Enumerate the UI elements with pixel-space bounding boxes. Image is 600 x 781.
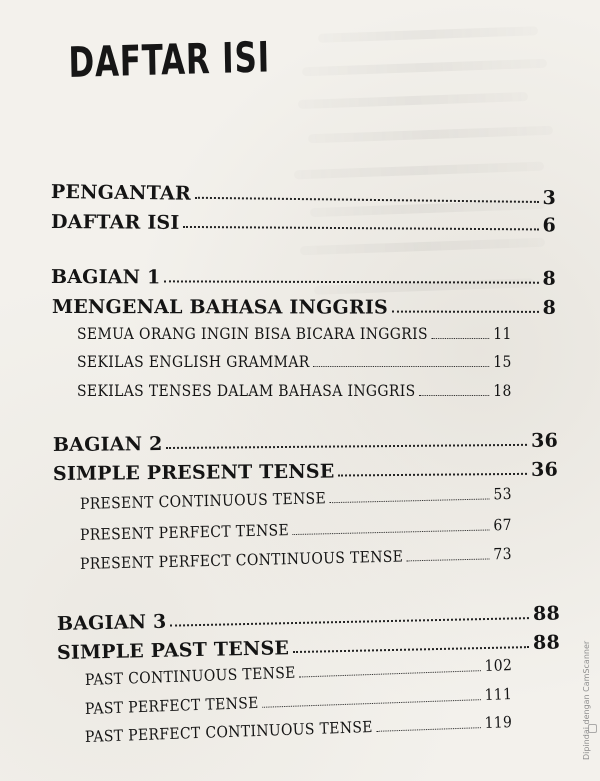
toc-leader-dots [330,498,490,503]
toc-entry-page: 119 [484,713,513,733]
toc-leader-dots [195,197,539,203]
toc-leader-dots [407,558,490,561]
toc-entry-present-perfect-continuous-tense [79,544,513,573]
toc-leader-dots [262,699,481,708]
toc-entry-sekilas-tenses-dalam-bahasa-inggris [77,384,512,400]
page-bleedthrough [290,18,560,338]
toc-entry-page: 67 [493,515,513,535]
toc-entry-title: BAGIAN 3 [56,610,167,635]
toc-entry-page: 88 [532,631,561,655]
toc-entry-title: PAST PERFECT TENSE [84,693,259,718]
toc-entry-title: SIMPLE PAST TENSE [56,637,290,664]
scanner-watermark: Dipindai dengan CamScanner [582,640,591,760]
toc-entry-title: SEMUA ORANG INGIN BISA BICARA INGGRIS [77,325,428,343]
toc-entry-pengantar [51,183,556,208]
toc-leader-dots [293,646,529,653]
toc-entry-page: 11 [493,325,512,343]
toc-entry-page: 15 [493,353,512,371]
toc-entry-page: 88 [532,602,561,626]
toc-entry-page: 111 [484,685,513,705]
toc-entry-page: 73 [493,544,513,564]
toc-leader-dots [432,338,490,339]
toc-entry-mengenal-bahasa-inggris [52,298,556,318]
toc-entry-semua-orang-ingin-bisa-bicara-inggris [77,327,512,343]
toc-entry-title: DAFTAR ISI [50,211,180,234]
toc-entry-sekilas-english-grammar [77,355,512,371]
toc-entry-past-perfect-tense [85,687,513,717]
toc-entry-simple-present-tense [52,458,559,485]
toc-leader-dots [313,366,489,367]
toc-entry-page: 53 [493,484,513,504]
toc-entry-title: BAGIAN 1 [50,266,161,289]
toc-entry-page: 3 [542,187,557,210]
toc-entry-past-continuous-tense [85,658,513,688]
toc-entry-bagian-2 [52,429,559,456]
toc-entry-page: 18 [493,382,512,400]
toc-entry-page: 8 [542,267,557,290]
toc-leader-dots [419,395,489,396]
toc-leader-dots [293,529,490,535]
toc-entry-title: PRESENT PERFECT CONTINUOUS TENSE [79,547,404,573]
toc-entry-title: PENGANTAR [50,181,192,205]
toc-entry-past-perfect-continuous-tense [85,715,513,745]
toc-entry-page: 36 [531,458,559,481]
toc-entry-page: 6 [542,214,557,237]
toc-entry-title: PAST PERFECT CONTINUOUS TENSE [84,717,374,746]
toc-entry-bagian-3 [57,604,560,634]
toc-leader-dots [170,617,529,627]
toc-entry-present-continuous-tense [79,484,513,513]
toc-entry-title: PRESENT PERFECT TENSE [79,521,290,544]
toc-entry-page: 8 [542,296,557,319]
toc-entry-daftar-isi [51,213,556,236]
toc-leader-dots [299,670,481,677]
toc-leader-dots [377,727,482,732]
toc-entry-page: 36 [531,429,559,452]
toc-entry-bagian-1 [51,268,556,289]
toc-leader-dots [392,311,539,313]
toc-entry-title: BAGIAN 2 [52,433,163,456]
toc-leader-dots [338,473,527,477]
toc-leader-dots [164,280,538,283]
toc-leader-dots [183,226,538,230]
toc-entry-title: MENGENAL BAHASA INGGRIS [51,296,388,319]
toc-entry-title: SEKILAS TENSES DALAM BAHASA INGGRIS [77,382,416,400]
toc-entry-present-perfect-tense [79,515,513,544]
scanner-icon [588,724,597,733]
page-title: DAFTAR ISI [68,32,271,87]
toc-entry-page: 102 [484,656,513,676]
toc-entry-title: PAST CONTINUOUS TENSE [84,663,296,689]
toc-leader-dots [166,444,527,449]
toc-entry-title: SEKILAS ENGLISH GRAMMAR [77,353,310,371]
toc-entry-title: PRESENT CONTINUOUS TENSE [79,489,327,513]
toc-entry-title: SIMPLE PRESENT TENSE [52,460,335,485]
